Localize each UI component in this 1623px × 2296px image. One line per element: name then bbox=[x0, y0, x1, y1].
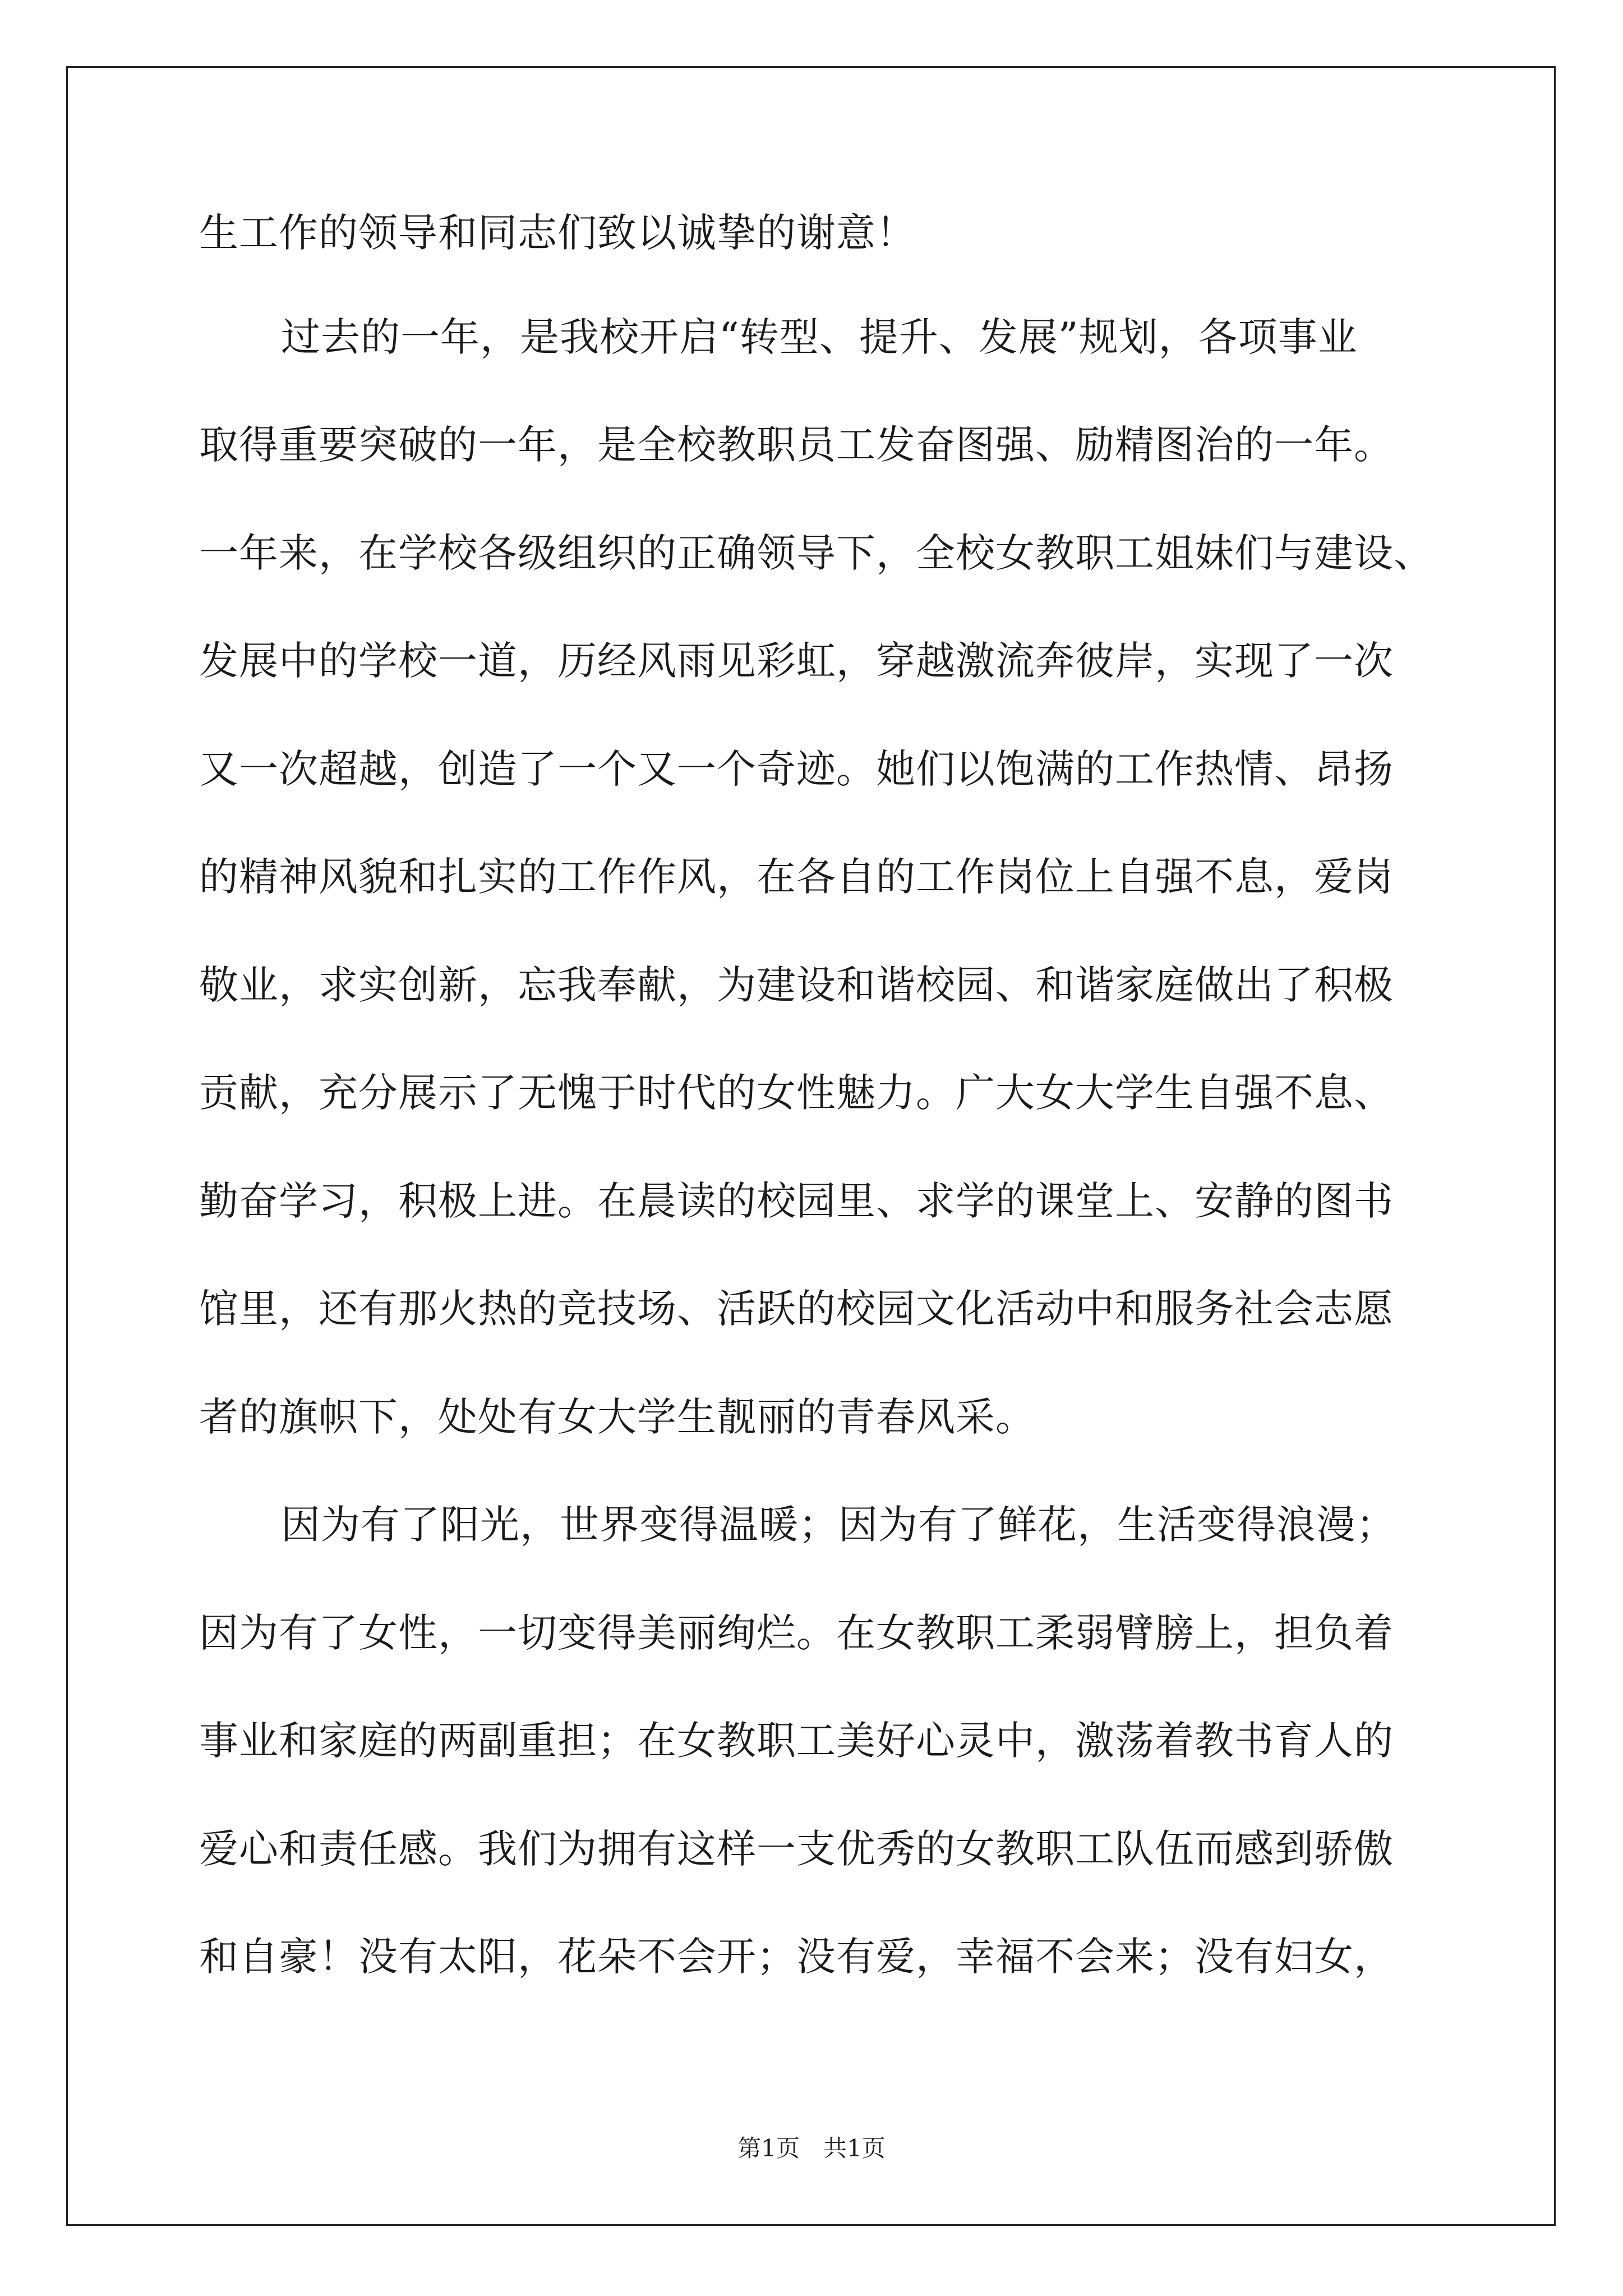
text-line-16: 爱心和责任感。我们为拥有这样一支优秀的女教职工队伍而感到骄傲 bbox=[199, 1826, 1394, 1872]
text-line-3: 取得重要突破的一年，是全校教职员工发奋图强、励精图治的一年。 bbox=[199, 422, 1394, 468]
page-border bbox=[66, 66, 1556, 2226]
text-line-9: 贡献，充分展示了无愧于时代的女性魅力。广大女大学生自强不息、 bbox=[199, 1070, 1394, 1116]
text-line-14: 因为有了女性，一切变得美丽绚烂。在女教职工柔弱臂膀上，担负着 bbox=[199, 1610, 1394, 1656]
page-footer: 第1页 共1页 bbox=[737, 2134, 886, 2162]
text-line-5: 发展中的学校一道，历经风雨见彩虹，穿越激流奔彼岸，实现了一次 bbox=[199, 638, 1394, 684]
text-line-2: 过去的一年，是我校开启“转型、提升、发展”规划，各项事业 bbox=[281, 314, 1358, 360]
text-line-1: 生工作的领导和同志们致以诚挚的谢意！ bbox=[199, 210, 916, 256]
text-line-15: 事业和家庭的两副重担；在女教职工美好心灵中，激荡着教书育人的 bbox=[199, 1718, 1394, 1764]
text-line-10: 勤奋学习，积极上进。在晨读的校园里、求学的课堂上、安静的图书 bbox=[199, 1178, 1394, 1224]
text-line-8: 敬业，求实创新，忘我奉献，为建设和谐校园、和谐家庭做出了积极 bbox=[199, 962, 1394, 1008]
text-line-6: 又一次超越，创造了一个又一个奇迹。她们以饱满的工作热情、昂扬 bbox=[199, 746, 1394, 792]
text-line-17: 和自豪！没有太阳，花朵不会开；没有爱，幸福不会来；没有妇女， bbox=[199, 1934, 1394, 1980]
text-line-12: 者的旗帜下，处处有女大学生靓丽的青春风采。 bbox=[199, 1394, 1035, 1440]
text-line-11: 馆里，还有那火热的竞技场、活跃的校园文化活动中和服务社会志愿 bbox=[199, 1286, 1394, 1332]
text-line-4: 一年来，在学校各级组织的正确领导下，全校女教职工姐妹们与建设、 bbox=[199, 530, 1433, 576]
text-line-13: 因为有了阳光，世界变得温暖；因为有了鲜花，生活变得浪漫； bbox=[281, 1502, 1396, 1548]
text-line-7: 的精神风貌和扎实的工作作风，在各自的工作岗位上自强不息，爱岗 bbox=[199, 854, 1394, 900]
